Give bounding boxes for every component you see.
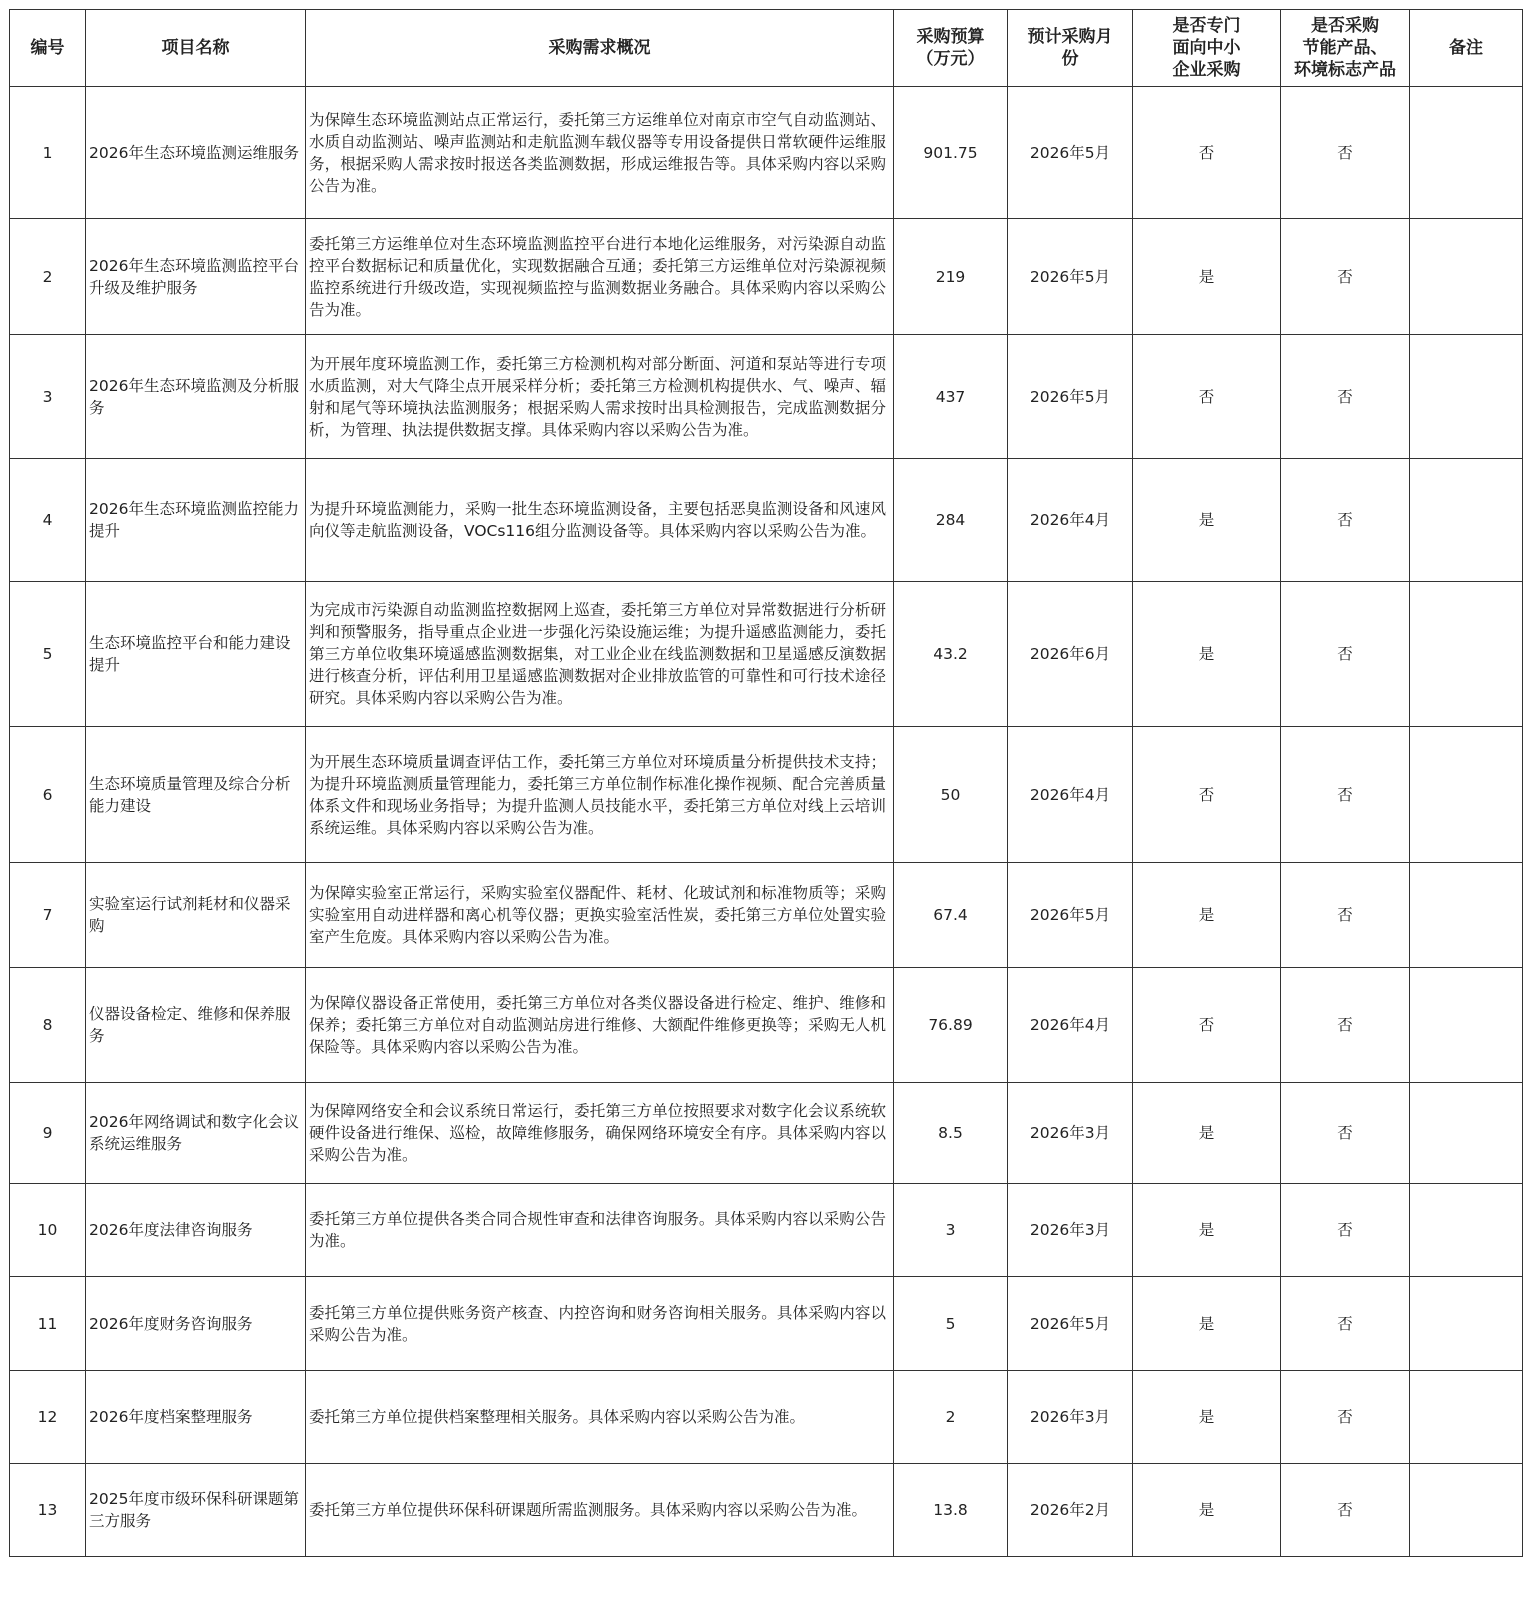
cell-month: 2026年5月 <box>1008 87 1133 219</box>
cell-budget: 437 <box>894 335 1008 459</box>
header-green <box>1281 10 1410 87</box>
cell-green: 否 <box>1281 335 1410 459</box>
cell-green: 否 <box>1281 863 1410 968</box>
cell-sme: 是 <box>1133 1464 1281 1557</box>
cell-remark <box>1410 1184 1523 1277</box>
cell-green: 否 <box>1281 727 1410 863</box>
cell-sme: 是 <box>1133 863 1281 968</box>
cell-no: 3 <box>10 335 86 459</box>
cell-remark <box>1410 219 1523 335</box>
cell-month: 2026年6月 <box>1008 582 1133 727</box>
cell-green: 否 <box>1281 1083 1410 1184</box>
cell-no: 6 <box>10 727 86 863</box>
cell-no: 9 <box>10 1083 86 1184</box>
cell-green: 否 <box>1281 1184 1410 1277</box>
header-green-line1: 是否采购 <box>1311 16 1379 36</box>
cell-sme: 否 <box>1133 968 1281 1083</box>
cell-project-name: 实验室运行试剂耗材和仪器采购 <box>86 863 306 968</box>
header-green-line3: 环境标志产品 <box>1294 60 1396 80</box>
table-row <box>10 335 1523 459</box>
cell-month: 2026年3月 <box>1008 1371 1133 1464</box>
cell-project-name: 2026年生态环境监测运维服务 <box>86 87 306 219</box>
cell-no: 8 <box>10 968 86 1083</box>
cell-sme: 是 <box>1133 459 1281 582</box>
cell-month: 2026年3月 <box>1008 1083 1133 1184</box>
cell-description: 委托第三方单位提供各类合同合规性审查和法律咨询服务。具体采购内容以采购公告为准。 <box>306 1184 894 1277</box>
cell-sme: 是 <box>1133 1277 1281 1371</box>
cell-description: 为开展年度环境监测工作，委托第三方检测机构对部分断面、河道和泵站等进行专项水质监测，对大气降尘点开展采样分析；委托第三方检测机构提供水、气、噪声、辐射和尾气等环境执法监测服务；根据采购人需求按时出具检测报告，完成监测数据分析，为管理、执法提供数据支撑。具体采购内容以采购公告为准。 <box>306 335 894 459</box>
cell-project-name: 生态环境监控平台和能力建设提升 <box>86 582 306 727</box>
header-sme-line1: 是否专门 <box>1172 16 1241 36</box>
cell-no: 2 <box>10 219 86 335</box>
cell-month: 2026年4月 <box>1008 459 1133 582</box>
cell-green: 否 <box>1281 1464 1410 1557</box>
cell-remark <box>1410 968 1523 1083</box>
cell-month: 2026年4月 <box>1008 727 1133 863</box>
cell-sme: 是 <box>1133 1184 1281 1277</box>
table-row <box>10 1464 1523 1557</box>
cell-description: 为保障网络安全和会议系统日常运行，委托第三方单位按照要求对数字化会议系统软硬件设备进行维保、巡检，故障维修服务，确保网络环境安全有序。具体采购内容以采购公告为准。 <box>306 1083 894 1184</box>
cell-no: 11 <box>10 1277 86 1371</box>
cell-project-name: 仪器设备检定、维修和保养服务 <box>86 968 306 1083</box>
cell-sme: 是 <box>1133 1083 1281 1184</box>
table-row <box>10 1277 1523 1371</box>
table-row <box>10 727 1523 863</box>
cell-budget: 67.4 <box>894 863 1008 968</box>
cell-budget: 3 <box>894 1184 1008 1277</box>
procurement-table <box>9 9 1523 1557</box>
cell-description: 为保障生态环境监测站点正常运行，委托第三方运维单位对南京市空气自动监测站、水质自动监测站、噪声监测站和走航监测车载仪器等专用设备提供日常软硬件运维服务，根据采购人需求按时报送各类监测数据，形成运维报告等。具体采购内容以采购公告为准。 <box>306 87 894 219</box>
cell-description: 委托第三方单位提供环保科研课题所需监测服务。具体采购内容以采购公告为准。 <box>306 1464 894 1557</box>
cell-description: 委托第三方单位提供档案整理相关服务。具体采购内容以采购公告为准。 <box>306 1371 894 1464</box>
cell-remark <box>1410 1371 1523 1464</box>
cell-no: 4 <box>10 459 86 582</box>
cell-remark <box>1410 87 1523 219</box>
header-sme <box>1133 10 1281 87</box>
cell-no: 5 <box>10 582 86 727</box>
cell-sme: 是 <box>1133 582 1281 727</box>
cell-no: 13 <box>10 1464 86 1557</box>
cell-project-name: 2026年度法律咨询服务 <box>86 1184 306 1277</box>
cell-budget: 219 <box>894 219 1008 335</box>
cell-remark <box>1410 1083 1523 1184</box>
cell-description: 委托第三方单位提供账务资产核查、内控咨询和财务咨询相关服务。具体采购内容以采购公告为准。 <box>306 1277 894 1371</box>
cell-budget: 2 <box>894 1371 1008 1464</box>
cell-green: 否 <box>1281 459 1410 582</box>
table-row <box>10 219 1523 335</box>
table-row <box>10 863 1523 968</box>
cell-remark <box>1410 1277 1523 1371</box>
cell-budget: 76.89 <box>894 968 1008 1083</box>
header-project-name: 项目名称 <box>86 10 306 87</box>
cell-green: 否 <box>1281 1371 1410 1464</box>
header-budget <box>894 10 1008 87</box>
cell-project-name: 2026年网络调试和数字化会议系统运维服务 <box>86 1083 306 1184</box>
cell-sme: 否 <box>1133 727 1281 863</box>
cell-remark <box>1410 459 1523 582</box>
header-budget-line2: （万元） <box>916 49 985 69</box>
cell-remark <box>1410 582 1523 727</box>
header-no: 编号 <box>10 10 86 87</box>
header-sme-line2: 面向中小 <box>1172 38 1241 58</box>
cell-sme: 否 <box>1133 335 1281 459</box>
cell-remark <box>1410 335 1523 459</box>
cell-project-name: 2026年生态环境监测监控平台升级及维护服务 <box>86 219 306 335</box>
cell-green: 否 <box>1281 1277 1410 1371</box>
cell-project-name: 2025年度市级环保科研课题第三方服务 <box>86 1464 306 1557</box>
cell-budget: 5 <box>894 1277 1008 1371</box>
cell-description: 为保障实验室正常运行，采购实验室仪器配件、耗材、化玻试剂和标准物质等；采购实验室用自动进样器和离心机等仪器；更换实验室活性炭，委托第三方单位处置实验室产生危废。具体采购内容以采购公告为准。 <box>306 863 894 968</box>
header-description: 采购需求概况 <box>306 10 894 87</box>
cell-description: 为保障仪器设备正常使用，委托第三方单位对各类仪器设备进行检定、维护、维修和保养；委托第三方单位对自动监测站房进行维修、大额配件维修更换等；采购无人机保险等。具体采购内容以采购公告为准。 <box>306 968 894 1083</box>
cell-budget: 43.2 <box>894 582 1008 727</box>
cell-project-name: 2026年生态环境监测监控能力提升 <box>86 459 306 582</box>
header-sme-line3: 企业采购 <box>1172 60 1241 80</box>
cell-description: 为开展生态环境质量调查评估工作，委托第三方单位对环境质量分析提供技术支持；为提升环境监测质量管理能力，委托第三方单位制作标准化操作视频、配合完善质量体系文件和现场业务指导；为提升监测人员技能水平，委托第三方单位对线上云培训系统运维。具体采购内容以采购公告为准。 <box>306 727 894 863</box>
header-remark: 备注 <box>1410 10 1523 87</box>
cell-project-name: 生态环境质量管理及综合分析能力建设 <box>86 727 306 863</box>
header-month-line1: 预计采购月 <box>1027 27 1113 47</box>
header-month <box>1008 10 1133 87</box>
cell-no: 10 <box>10 1184 86 1277</box>
cell-green: 否 <box>1281 87 1410 219</box>
cell-description: 委托第三方运维单位对生态环境监测监控平台进行本地化运维服务，对污染源自动监控平台数据标记和质量优化，实现数据融合互通；委托第三方运维单位对污染源视频监控系统进行升级改造，实现视频监控与监测数据业务融合。具体采购内容以采购公告为准。 <box>306 219 894 335</box>
cell-sme: 是 <box>1133 1371 1281 1464</box>
cell-budget: 13.8 <box>894 1464 1008 1557</box>
cell-description: 为完成市污染源自动监测监控数据网上巡查，委托第三方单位对异常数据进行分析研判和预警服务，指导重点企业进一步强化污染设施运维；为提升遥感监测能力，委托第三方单位收集环境遥感监测数据集，对工业企业在线监测数据和卫星遥感反演数据进行核查分析，评估利用卫星遥感监测数据对企业排放监管的可靠性和可行技术途径研究。具体采购内容以采购公告为准。 <box>306 582 894 727</box>
header-month-line2: 份 <box>1061 49 1079 69</box>
cell-project-name: 2026年度档案整理服务 <box>86 1371 306 1464</box>
table-row <box>10 1371 1523 1464</box>
cell-green: 否 <box>1281 968 1410 1083</box>
cell-sme: 否 <box>1133 87 1281 219</box>
cell-month: 2026年3月 <box>1008 1184 1133 1277</box>
cell-budget: 50 <box>894 727 1008 863</box>
cell-month: 2026年5月 <box>1008 335 1133 459</box>
cell-project-name: 2026年度财务咨询服务 <box>86 1277 306 1371</box>
table-row <box>10 1083 1523 1184</box>
table-row <box>10 459 1523 582</box>
cell-project-name: 2026年生态环境监测及分析服务 <box>86 335 306 459</box>
table-header-row <box>10 10 1523 87</box>
cell-no: 12 <box>10 1371 86 1464</box>
cell-description: 为提升环境监测能力，采购一批生态环境监测设备，主要包括恶臭监测设备和风速风向仪等走航监测设备，VOCs116组分监测设备等。具体采购内容以采购公告为准。 <box>306 459 894 582</box>
cell-month: 2026年5月 <box>1008 1277 1133 1371</box>
cell-budget: 901.75 <box>894 87 1008 219</box>
cell-month: 2026年5月 <box>1008 863 1133 968</box>
cell-remark <box>1410 727 1523 863</box>
cell-no: 1 <box>10 87 86 219</box>
cell-month: 2026年5月 <box>1008 219 1133 335</box>
cell-remark <box>1410 1464 1523 1557</box>
cell-green: 否 <box>1281 582 1410 727</box>
header-budget-line1: 采购预算 <box>916 27 985 47</box>
table-row <box>10 1184 1523 1277</box>
cell-month: 2026年4月 <box>1008 968 1133 1083</box>
cell-budget: 284 <box>894 459 1008 582</box>
table-row <box>10 582 1523 727</box>
cell-green: 否 <box>1281 219 1410 335</box>
cell-no: 7 <box>10 863 86 968</box>
header-green-line2: 节能产品、 <box>1302 38 1388 58</box>
table-row <box>10 968 1523 1083</box>
table-row <box>10 87 1523 219</box>
cell-sme: 是 <box>1133 219 1281 335</box>
cell-remark <box>1410 863 1523 968</box>
cell-budget: 8.5 <box>894 1083 1008 1184</box>
cell-month: 2026年2月 <box>1008 1464 1133 1557</box>
